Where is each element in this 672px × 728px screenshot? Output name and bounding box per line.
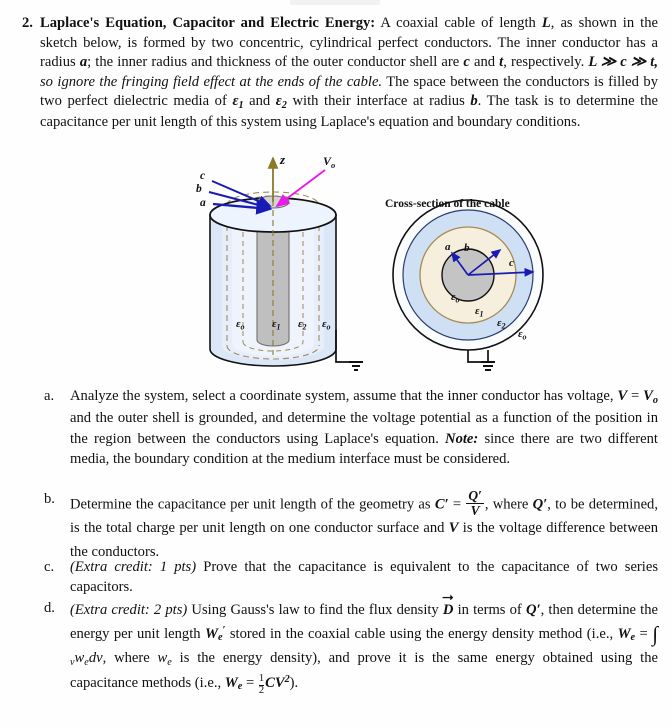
flux-density-vector: D [443, 598, 454, 623]
half-denominator: 2 [258, 684, 265, 696]
var-L: L [541, 15, 551, 31]
part-b-text-3: , to be determined, is the total charge per unit length on one conductor surface and [70, 496, 659, 537]
var-V: V [617, 388, 628, 404]
var-Q-prime-d: Q′ [525, 602, 541, 618]
part-c-text-1: Prove that the capacitance is equivalent to the capacitance of two series capacitors. [70, 559, 659, 596]
var-we-2: $w_e$ [157, 650, 172, 668]
var-We-2: $W_e$ [224, 674, 243, 693]
part-c [0, 557, 672, 601]
var-We: $W_e$ [617, 625, 636, 644]
var-Q-prime: Q′ [532, 496, 548, 513]
cyl-eps-0-outer: $\varepsilon_o$ [322, 318, 331, 332]
part-d-text-4: stored in the coaxial cable using the energy density method (i.e., [225, 625, 618, 642]
problem-statement [0, 14, 672, 133]
var-We-prime: $W_e'$ [205, 624, 226, 644]
part-b-row [44, 489, 658, 564]
part-a-row [44, 386, 658, 470]
problem-row [22, 14, 658, 133]
cs-eps-2: $\varepsilon_2$ [497, 317, 506, 331]
intro-text-6: and [243, 93, 276, 110]
intro-text-8: . The task is to determine the capacitance per unit length of this system using Laplace's equation and boundary conditions. [40, 93, 658, 130]
cs-label-a: a [445, 241, 451, 253]
part-c-row [44, 557, 658, 598]
half-numerator: 1 [258, 672, 265, 684]
problem-number: 2. [22, 15, 33, 31]
cs-eps-0-inner: $\varepsilon_o$ [451, 291, 460, 305]
cyl-label-a: a [200, 197, 206, 209]
part-b-text-2: , where [484, 496, 533, 513]
part-d-row [44, 598, 658, 696]
part-d [0, 598, 672, 699]
cross-section-diagram [393, 200, 543, 370]
integral-subscript: v [70, 656, 75, 668]
part-a-text-1: Analyze the system, select a coordinate system, assume that the inner conductor has voltage, [70, 388, 618, 404]
cyl-eps-2: $\varepsilon_2$ [298, 318, 307, 332]
cs-ground-lead [468, 350, 488, 362]
intro-text-7: with their interface at radius [286, 93, 471, 110]
intro-text-5: The space between the conductors is filled by two perfect dielectric media of [40, 73, 658, 110]
part-d-body [70, 598, 658, 696]
cs-eps-1: $\varepsilon_1$ [475, 305, 484, 319]
part-d-text-3: , then determine the energy per unit length [70, 602, 658, 642]
var-we: $w_e$ [74, 650, 89, 668]
intro-text-2: , as shown in the sketch below, is formed by two concentric, cylindrical perfect conductors. The inner conductor has a radius [40, 15, 658, 71]
part-d-marker: d. [44, 600, 55, 616]
cyl-label-c: c [200, 170, 206, 182]
part-d-text-6: is the energy density), and prove it is the same energy obtained using the capacitance methods (i.e., [70, 650, 658, 691]
part-d-eq: = [635, 625, 653, 642]
var-Vo: $V_o$ [643, 388, 658, 406]
capacitance-fraction [466, 489, 483, 517]
z-axis-label: z [280, 152, 286, 167]
part-d-text-7: ). [289, 674, 299, 691]
fringing-note: so ignore the fringing field effect at the ends of the cable. [40, 73, 383, 90]
var-a: a [79, 54, 88, 71]
part-b-text-1: Determine the capacitance per unit length of the geometry as [70, 496, 435, 513]
part-a-marker: a. [44, 388, 55, 404]
part-c-body [70, 557, 658, 598]
fraction-numerator: Q′ [468, 488, 482, 503]
intro-text-1: A coaxial cable of length [375, 15, 542, 31]
intro-text-4: , respectively. [503, 54, 589, 71]
part-b-text-4: is the voltage difference between the conductors. [70, 520, 658, 560]
var-t: t [499, 54, 504, 71]
part-a-body [70, 386, 658, 470]
var-dv: dv [88, 650, 103, 666]
part-a-eq: = [627, 388, 644, 404]
part-d-text-5: , where [102, 650, 158, 666]
note-label: Note: [445, 430, 479, 447]
part-a-text-2: and the outer shell is grounded, and determine the voltage potential as a function of the position in the region between the conductors using Laplace's equation. [70, 410, 658, 447]
problem-body [40, 14, 658, 133]
voltage-label: $V_o$ [323, 154, 336, 170]
part-b-eq: = [448, 496, 466, 513]
part-d-credit: (Extra credit: 2 pts) [70, 602, 188, 618]
part-a [0, 386, 672, 473]
cylinder-3d-diagram [196, 152, 363, 370]
problem-title: Laplace's Equation, Capacitor and Electric Energy: [40, 15, 376, 31]
var-epsilon2: $\varepsilon_2$ [275, 93, 287, 112]
var-V-b: V [448, 520, 459, 537]
cs-eps-0-outer: $\varepsilon_o$ [518, 328, 527, 342]
one-half-fraction [259, 674, 264, 696]
cs-label-b: b [464, 242, 470, 254]
part-d-eq-2: = [242, 674, 258, 691]
var-C-prime: C′ [434, 496, 449, 513]
cyl-eps-0-inner: $\varepsilon_o$ [236, 318, 245, 332]
part-d-text-2: in terms of [453, 602, 526, 618]
var-CV-squared: $CV^2$ [265, 673, 290, 691]
part-c-marker: c. [44, 559, 55, 575]
part-b-body [70, 489, 658, 564]
fraction-denominator: V [466, 503, 483, 518]
figure-svg [0, 150, 672, 382]
intro-and: and [469, 54, 500, 71]
part-c-credit: (Extra credit: 1 pts) [70, 559, 197, 575]
integral-symbol: ∫ [652, 621, 658, 646]
ground-lead-cylinder [336, 330, 356, 362]
inequality-condition: L ≫ c ≫ t, [588, 54, 659, 71]
scan-artifact [290, 0, 380, 5]
intro-text-3: ; the inner radius and thickness of the outer conductor shell are [87, 54, 464, 71]
var-b: b [470, 93, 478, 110]
part-a-text-3: since there are two different media, the boundary condition at the medium interface must be considered. [70, 430, 658, 468]
var-epsilon1: $\varepsilon_1$ [232, 93, 244, 112]
cs-label-c: c [509, 257, 514, 269]
cyl-label-b: b [196, 183, 202, 195]
figure-coaxial-cable [0, 150, 672, 382]
part-d-text-1: Using Gauss's law to find the flux density [187, 602, 443, 618]
cyl-eps-1: $\varepsilon_1$ [272, 318, 281, 332]
cross-section-caption: Cross-section of the cable [385, 198, 510, 210]
var-c: c [463, 54, 470, 71]
part-b-marker: b. [44, 491, 55, 507]
part-b [0, 489, 672, 567]
